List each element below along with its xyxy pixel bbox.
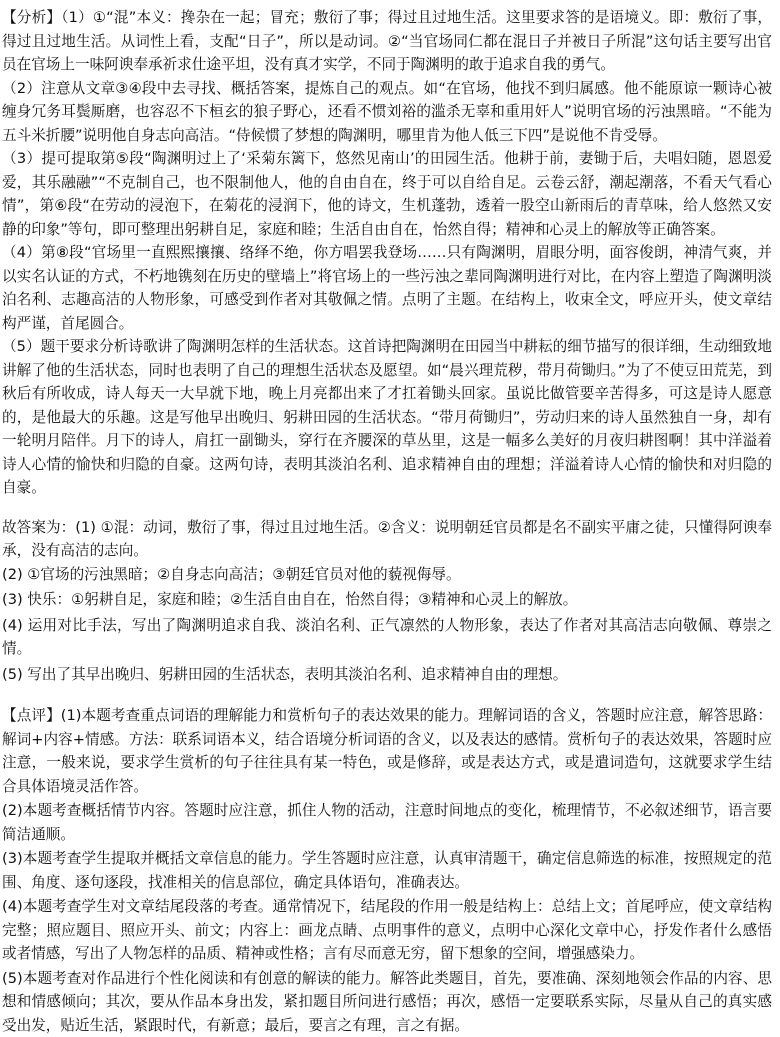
answer-line-1: 故答案为：(1) ①混：动词，敷衍了事，得过且过地生活。②含义：说明朝廷官员都是名不副实平庸之徒，只懂得阿谀奉承，没有高洁的志向。 [2,516,772,563]
answer-line-5: (5) 写出了其早出晚归、躬耕田园的生活状态，表明其淡泊名利、追求精神自由的理想。 [2,663,772,687]
answer-line-2: (2) ①官场的污浊黑暗；②自身志向高洁；③朝廷官员对他的藐视侮辱。 [2,563,772,587]
analysis-paragraph-1: 【分析】（1）①“混”本义：搀杂在一起；冒充；敷衍了事；得过且过地生活。这里要求答的是语境义。即：敷衍了事，得过且过地生活。从词性上看，支配“日子”，所以是动词。②“当官场同仁都在混日子并被日子所混”这句话主要写出官员在官场上一味阿谀奉承祈求仕途平坦，没有真才实学，不同于陶渊明的敢于追求自我的勇气。 [2,6,772,77]
answer-line-4: (4) 运用对比手法，写出了陶渊明追求自我、淡泊名利、正气凛然的人物形象，表达了作者对其高洁志向敬佩、尊崇之情。 [2,614,772,661]
answer-line-3: (3) 快乐：①躬耕自足，家庭和睦；②生活自由自在，怡然自得；③精神和心灵上的解放。 [2,588,772,612]
analysis-section [2,6,772,500]
analysis-paragraph-5: （5）题干要求分析诗歌讲了陶渊明怎样的生活状态。这首诗把陶渊明在田园当中耕耘的细节描写的很详细，生动细致地讲解了他的生活状态，同时也表明了自己的理想生活状态及愿望。如“晨兴理荒秽，带月荷锄归。”为了不使豆田荒芜，到秋后有所收成，诗人每天一大早就下地，晚上月亮都出来了才扛着锄头回家。虽说比做管要辛苦得多，可这是诗人愿意的，是他最大的乐趣。这是写他早出晚归、躬耕田园的生活状态。“带月荷锄归”，劳动归来的诗人虽然独自一身，却有一轮明月陪伴。月下的诗人，肩扛一副锄头，穿行在齐腰深的草丛里，这是一幅多么美好的月夜归耕图啊！其中洋溢着诗人心情的愉快和归隐的自豪。这两句诗，表明其淡泊名利、追求精神自由的理想；洋溢着诗人心情的愉快和对归隐的自豪。 [2,335,772,500]
analysis-paragraph-4: （4）第⑧段“官场里一直熙熙攘攘、络绎不绝，你方唱罢我登场……只有陶渊明，眉眼分明，面容俊朗，神清气爽，并以实名认证的方式，不朽地镌刻在历史的壁墙上”将官场上的一些污浊之辈同陶渊明进行对比，在内容上塑造了陶渊明淡泊名利、志趣高洁的人物形象，可感受到作者对其敬佩之情。点明了主题。在结构上，收束全文，呼应开头，使文章结构严谨，首尾圆合。 [2,241,772,335]
comment-paragraph-3: (3)本题考查学生提取并概括文章信息的能力。学生答题时应注意，认真审清题干，确定信息筛选的标准，按照规定的范围、角度、逐句逐段，找准相关的信息部位，确定具体语句，准确表达。 [2,847,772,894]
analysis-paragraph-3: （3）提可提取第⑤段“陶渊明过上了‘采菊东篱下，悠然见南山’的田园生活。他耕于前，妻锄于后，夫唱妇随，恩恩爱爱，其乐融融”“不克制自己，也不限制他人，他的自由自在，终于可以自给自足。云卷云舒，潮起潮落，不看天气看心情”，第⑥段“在劳动的浸泡下，在菊花的浸润下，他的诗文，生机蓬勃，透着一股空山新雨后的青草味，给人悠然又安静的印象”等句，即可整理出躬耕自足，家庭和睦；生活自由自在，怡然自得；精神和心灵上的解放等正确答案。 [2,147,772,241]
answers-section [2,516,772,687]
analysis-paragraph-2: （2）注意从文章③④段中去寻找、概括答案，提炼自己的观点。如“在官场，他找不到归属感。他不能原谅一颗诗心被缠身冗务耳鬓厮磨，也容忍不下桓玄的狼子野心，还看不惯刘裕的滥杀无辜和重用奸人”说明官场的污浊黑暗。“不能为五斗米折腰”说明他自身志向高洁。“侍候惯了梦想的陶渊明，哪里肯为他人低三下四”是说他不肯受辱。 [2,77,772,148]
comment-paragraph-2: (2)本题考查概括情节内容。答题时应注意，抓住人物的活动，注意时间地点的变化，梳理情节，不必叙述细节，语言要简洁通顺。 [2,799,772,846]
comment-paragraph-5: (5)本题考查对作品进行个性化阅读和有创意的解读的能力。解答此类题目，首先，要准确、深刻地领会作品的内容、思想和情感倾向；其次，要从作品本身出发，紧扣题目所问进行感悟；再次，感悟一定要联系实际，尽量从自己的真实感受出发，贴近生活，紧跟时代，有新意；最后，要言之有理，言之有据。 [2,967,772,1037]
comments-section [2,704,772,1037]
comment-paragraph-1: 【点评】(1)本题考查重点词语的理解能力和赏析句子的表达效果的能力。理解词语的含义，答题时应注意，解答思路：解词+内容+情感。方法：联系词语本义，结合语境分析词语的含义，以及表达的感情。赏析句子的表达效果，答题时应注意，一般来说，要求学生赏析的句子往往具有某一特色，或是修辞，或是表达方式，或是遣词造句，这就要求学生结合具体语境灵活作答。 [2,704,772,798]
comment-paragraph-4: (4)本题考查学生对文章结尾段落的考查。通常情况下，结尾段的作用一般是结构上：总结上文；首尾呼应，使文章结构完整；照应题目、照应开头、前文；内容上：画龙点睛、点明事件的意义，点明中心深化文章中心，抒发作者什么感悟或者情感，写出了人物怎样的品质、精神或性格；言有尽而意无穷，留下想象的空间，增强感染力。 [2,895,772,966]
